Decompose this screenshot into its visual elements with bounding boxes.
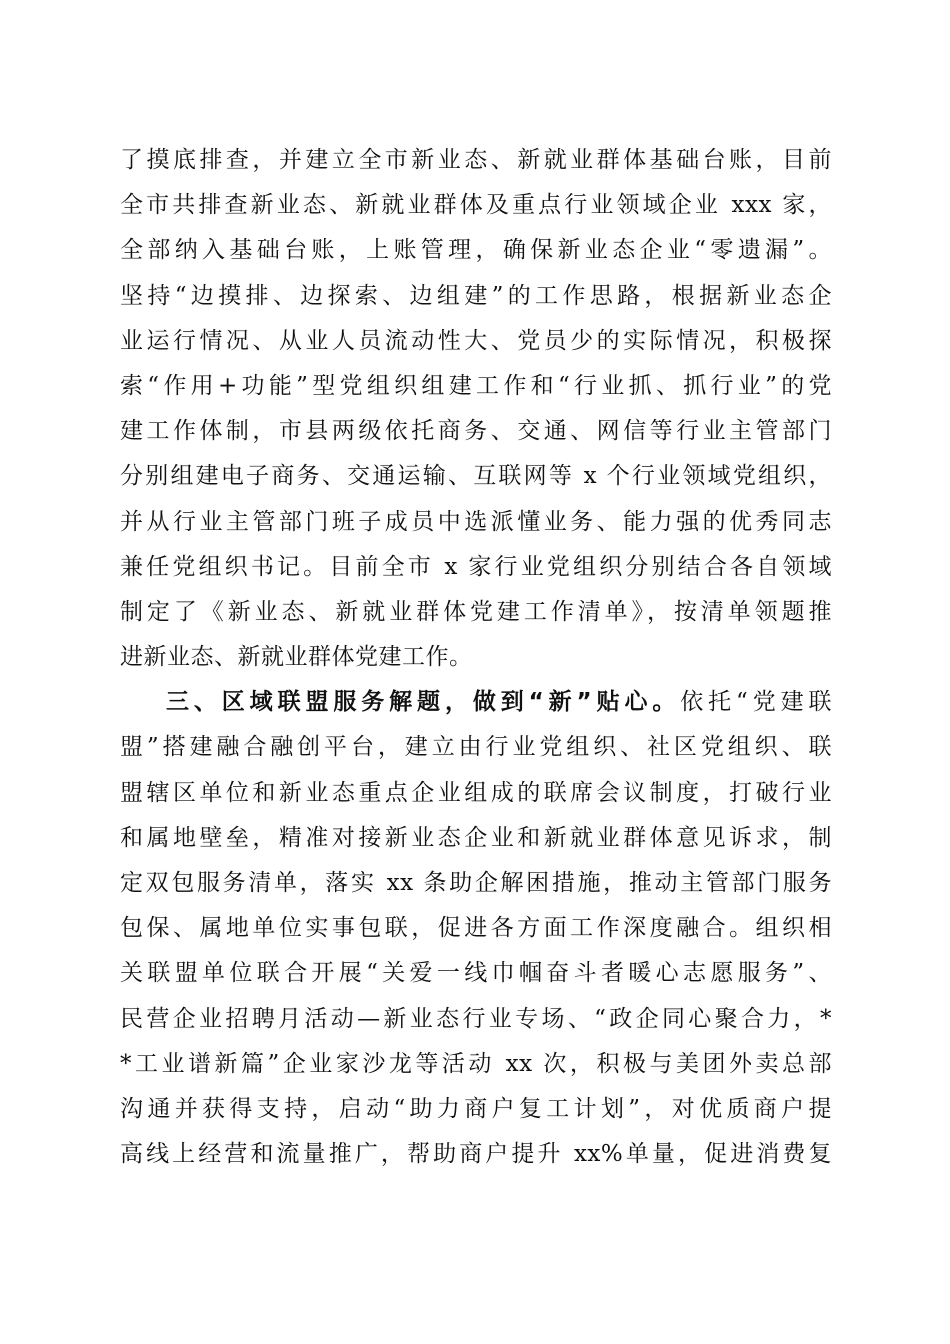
text-line: 分别组建电子商务、交通运输、互联网等 x 个行业领域党组织， xyxy=(120,463,832,490)
text-line: 盟辖区单位和新业态重点企业组成的联席会议制度，打破行业 xyxy=(120,779,832,806)
text-line: 索“作用+功能”型党组织组建工作和“行业抓、抓行业”的党 xyxy=(120,372,832,399)
section-3 xyxy=(120,680,832,1177)
text-line: 制定了《新业态、新就业群体党建工作清单》，按清单领题推 xyxy=(120,598,832,625)
text-line: 并从行业主管部门班子成员中选派懂业务、能力强的优秀同志 xyxy=(120,508,832,535)
text-line: 全部纳入基础台账，上账管理，确保新业态企业“零遗漏”。 xyxy=(120,237,832,264)
text-line: 兼任党组织书记。目前全市 x 家行业党组织分别结合各自领域 xyxy=(120,553,832,580)
text-line: 建工作体制，市县两级依托商务、交通、网信等行业主管部门 xyxy=(120,418,832,445)
text-line: 了摸底排查，并建立全市新业态、新就业群体基础台账，目前 xyxy=(120,147,832,173)
section-heading-line xyxy=(120,680,832,725)
text-line: 业运行情况、从业人员流动性大、党员少的实际情况，积极探 xyxy=(120,327,832,354)
text-line: 关联盟单位联合开展“关爱一线巾帼奋斗者暖心志愿服务”、 xyxy=(120,960,832,987)
section-heading: 三、区域联盟服务解题，做到“新”贴心。 xyxy=(166,689,681,716)
text-line: *工业谱新篇”企业家沙龙等活动 xx 次，积极与美团外卖总部 xyxy=(120,1050,832,1077)
text-line: 坚持“边摸排、边探索、边组建”的工作思路，根据新业态企 xyxy=(120,282,832,309)
text-line: 和属地壁垒，精准对接新业态企业和新就业群体意见诉求，制 xyxy=(120,824,832,851)
text-line: 民营企业招聘月活动—新业态行业专场、“政企同心聚合力，* xyxy=(120,1005,832,1032)
text-line: 定双包服务清单，落实 xx 条助企解困措施，推动主管部门服务 xyxy=(120,870,832,896)
document-page xyxy=(120,138,832,1177)
text-line: 盟”搭建融合融创平台，建立由行业党组织、社区党组织、联 xyxy=(120,734,832,761)
text-line: 全市共排查新业态、新就业群体及重点行业领域企业 xxx 家， xyxy=(120,192,832,219)
text-line: 沟通并获得支持，启动“助力商户复工计划”，对优质商户提 xyxy=(120,1095,832,1122)
paragraph-1 xyxy=(120,138,832,680)
section-heading-continuation: 依托“党建联 xyxy=(680,689,833,716)
text-line: 高线上经营和流量推广，帮助商户提升 xx%单量，促进消费复 xyxy=(120,1141,832,1168)
text-line: 进新业态、新就业群体党建工作。 xyxy=(120,644,473,671)
text-line: 包保、属地单位实事包联，促进各方面工作深度融合。组织相 xyxy=(120,915,832,942)
